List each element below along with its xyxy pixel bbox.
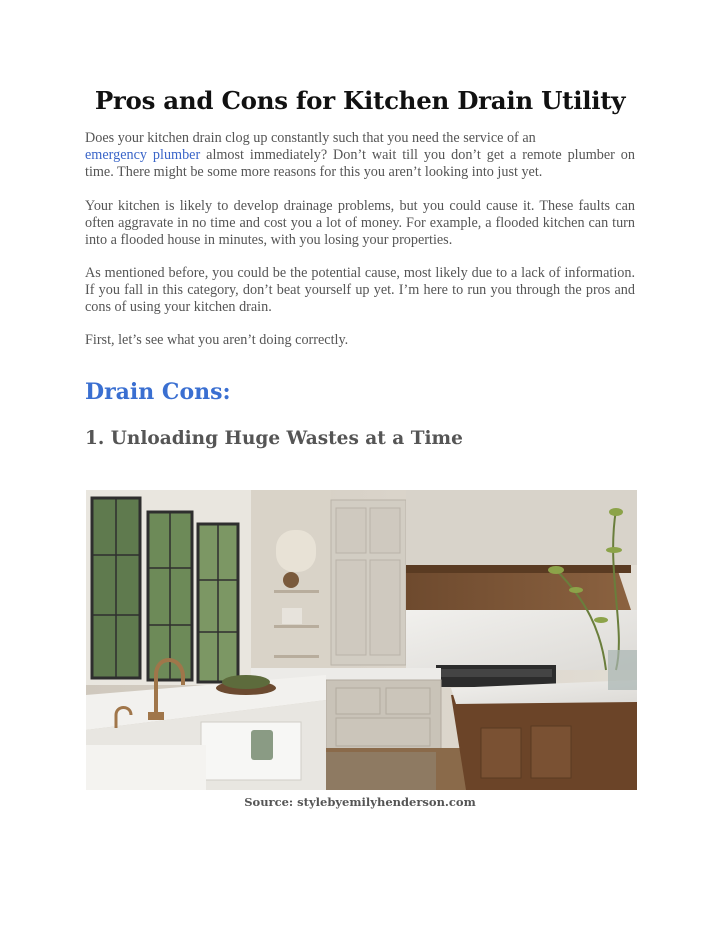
paragraph-drainage-problems: Your kitchen is likely to develop drainage problems, but you could cause it. These faults can often aggravate in no time and cost you a lot of money. For example, a flooded kitchen can turn into a flooded house in minutes, with you losing your properties. [85, 198, 635, 248]
image-caption: Source: stylebyemilyhenderson.com [244, 795, 476, 809]
emergency-plumber-link[interactable]: emergency plumber [85, 147, 201, 163]
section-heading-drain-cons: Drain Cons: [85, 379, 231, 405]
kitchen-photo [86, 490, 637, 790]
intro-text-end: almost immediately? Don’t wait till you don’t get a remote plumber on time. There might be some more reasons for this you aren’t looking into just yet. [85, 147, 635, 180]
page-title: Pros and Cons for Kitchen Drain Utility [94, 86, 626, 115]
subheading-unloading-wastes: 1. Unloading Huge Wastes at a Time [85, 428, 463, 449]
paragraph-potential-cause: As mentioned before, you could be the potential cause, most likely due to a lack of information. If you fall in this category, don’t beat yourself up yet. I’m here to run you through the pros and cons of using your kitchen drain. [85, 265, 635, 315]
intro-text-start: Does your kitchen drain clog up constantly such that you need the service of an [85, 130, 536, 146]
intro-paragraph [85, 130, 635, 181]
paragraph-first: First, let’s see what you aren’t doing correctly. [85, 332, 349, 348]
